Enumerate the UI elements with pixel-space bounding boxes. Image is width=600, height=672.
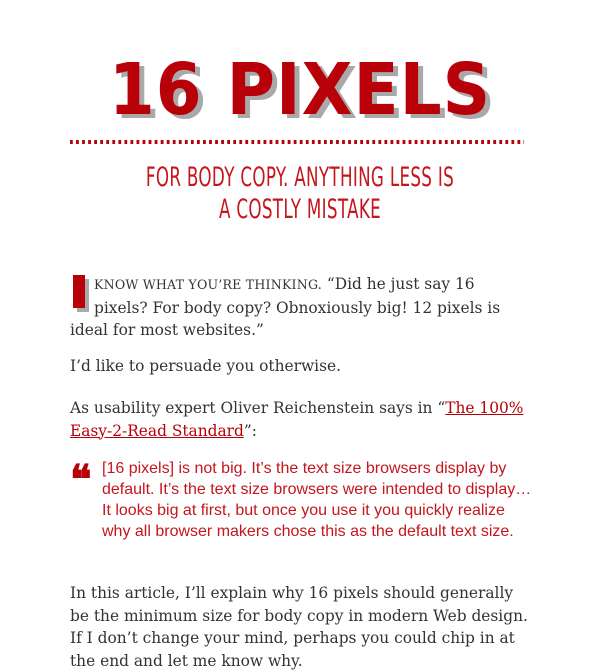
paragraph-explanation: In this article, I’ll explain why 16 pixels should generally be the minimum size for body copy in modern Web design. If I don’t change your mind, perhaps you could chip in at the end and let me know why. (70, 584, 528, 670)
intro-rest: “Did he just say 16 pixels? For body copy? Obnoxiously big! 12 pixels is ideal for most websites.” (70, 275, 501, 339)
paragraph-persuade: I’d like to persuade you otherwise. (70, 357, 341, 375)
blockquote-text: [16 pixels] is not big. It’s the text size browsers display by default. It’s the text size browsers were intended to display… It looks big at first, but once you use it you quickly realize why all browser makers chose this as the default text size. (102, 460, 532, 540)
lead-in-caps: KNOW WHAT YOU’RE THINKING. (94, 277, 322, 292)
citation-before-link: As usability expert Oliver Reichenstein says in “ (70, 399, 446, 417)
subtitle-line-2: A COSTLY MISTAKE (218, 194, 382, 225)
dropcap-i (73, 275, 85, 308)
easy-2-read-standard-link[interactable]: The 100% Easy-2-Read Standard (70, 399, 524, 440)
article-title: 16 PIXELS (108, 47, 492, 132)
paragraph-citation (70, 397, 530, 442)
citation-after-link: ”: (243, 421, 257, 440)
subtitle-line-1: FOR BODY COPY. ANYTHING LESS IS (145, 162, 455, 193)
article-subtitle (114, 162, 486, 226)
intro-paragraph (70, 273, 530, 342)
dotted-divider (70, 140, 524, 144)
quote-marks-icon: ❝ (70, 456, 92, 503)
